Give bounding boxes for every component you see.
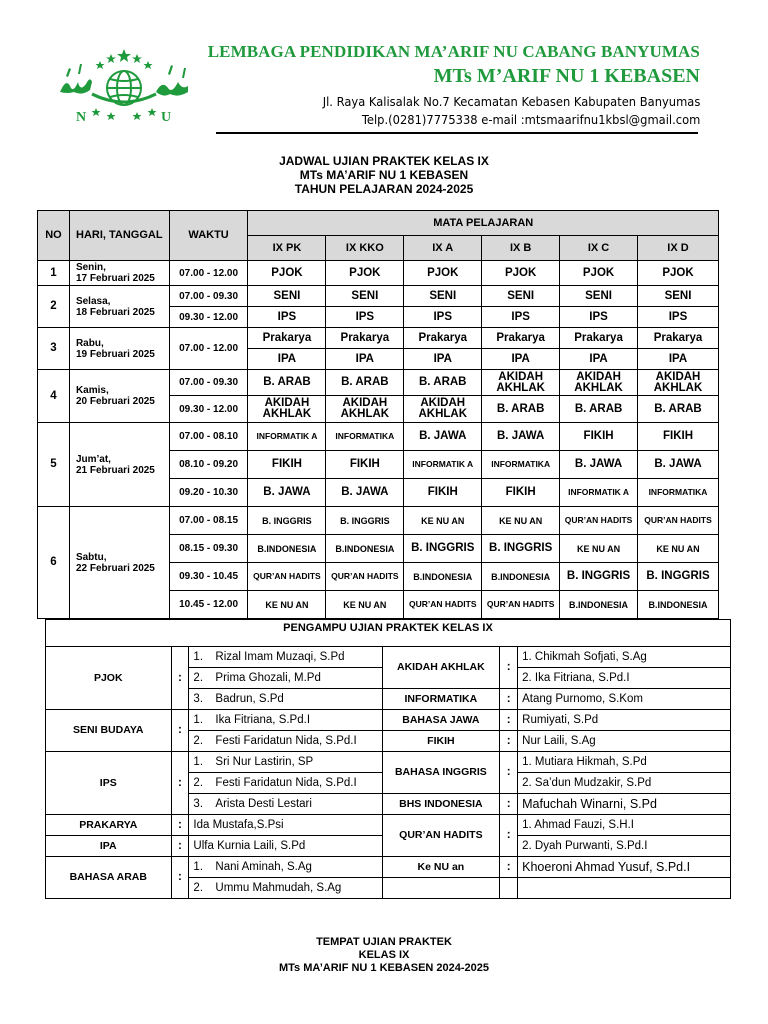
- teacher-name: 1. Sri Nur Lastirin, SP: [189, 752, 382, 773]
- subject-cell: IPS: [248, 307, 326, 328]
- subject-cell: B.INDONESIA: [404, 563, 482, 591]
- time-cell: 07.00 - 12.00: [169, 261, 248, 286]
- subject-cell: SENI: [560, 286, 638, 307]
- letterhead-divider: [216, 132, 698, 134]
- subject-cell: IPA: [638, 349, 719, 370]
- teacher-name: Khoeroni Ahmad Yusuf, S.Pd.I: [518, 857, 731, 878]
- subject-cell: PJOK: [326, 261, 404, 286]
- subject-cell: PJOK: [404, 261, 482, 286]
- table-row: [38, 261, 719, 286]
- subject-cell: B. ARAB: [638, 396, 719, 423]
- day-date: 19 Februari 2025: [75, 348, 155, 360]
- subject-label: BAHASA ARAB: [46, 857, 172, 899]
- day-name: Rabu,: [75, 337, 104, 349]
- day-date: 20 Februari 2025: [75, 396, 155, 407]
- subject-cell: B. ARAB: [404, 370, 482, 396]
- subject-cell: B. INGGRIS: [248, 507, 326, 535]
- subject-cell: B. ARAB: [326, 370, 404, 396]
- day-number: 3: [38, 328, 70, 370]
- teachers-table: [45, 619, 731, 899]
- teacher-name: 1. Rizal Imam Muzaqi, S.Pd: [189, 647, 382, 668]
- title-line-3: TAHUN PELAJARAN 2024-2025: [294, 182, 474, 196]
- header-class: IX PK: [248, 236, 326, 261]
- empty-cell: [518, 878, 731, 899]
- subject-cell: INFORMATIK A: [248, 423, 326, 451]
- day-date: 18 Februari 2025: [75, 306, 155, 318]
- time-cell: 09.20 - 10.30: [169, 479, 248, 507]
- subject-cell: QUR’AN HADITS: [326, 563, 404, 591]
- title-line-2: MTs MA’ARIF NU 1 KEBASEN: [299, 168, 469, 182]
- teacher-name: 3. Arista Desti Lestari: [189, 794, 382, 815]
- subject-cell: INFORMATIKA: [326, 423, 404, 451]
- footer-title: [0, 936, 768, 975]
- subject-cell: B.INDONESIA: [638, 591, 719, 619]
- subject-cell: FIKIH: [482, 479, 560, 507]
- subject-cell: B.INDONESIA: [560, 591, 638, 619]
- subject-cell: PJOK: [560, 261, 638, 286]
- subject-cell: IPS: [404, 307, 482, 328]
- subject-cell: B. JAWA: [638, 451, 719, 479]
- colon: :: [500, 752, 518, 794]
- empty-cell: [382, 878, 500, 899]
- time-cell: 07.00 - 09.30: [169, 370, 248, 396]
- header-class: IX KKO: [326, 236, 404, 261]
- subject-cell: IPA: [248, 349, 326, 370]
- teacher-name: 2. Ika Fitriana, S.Pd.I: [518, 668, 731, 689]
- schedule-table: [37, 210, 719, 619]
- document-title: [0, 154, 768, 196]
- teacher-name: 1. Mutiara Hikmah, S.Pd: [518, 752, 731, 773]
- subject-cell: B. INGGRIS: [326, 507, 404, 535]
- day-cell: [69, 286, 169, 328]
- subject-cell: KE NU AN: [638, 535, 719, 563]
- subject-label: INFORMATIKA: [382, 689, 500, 710]
- table-row: [38, 507, 719, 535]
- subject-cell: IPA: [560, 349, 638, 370]
- header-subjects: MATA PELAJARAN: [248, 211, 719, 236]
- day-number: 2: [38, 286, 70, 328]
- subject-cell: KE NU AN: [248, 591, 326, 619]
- letterhead: [0, 0, 768, 140]
- subject-cell: Prakarya: [248, 328, 326, 349]
- subject-cell: SENI: [326, 286, 404, 307]
- time-cell: 09.30 - 10.45: [169, 563, 248, 591]
- day-cell: [69, 261, 169, 286]
- header-class: IX A: [404, 236, 482, 261]
- subject-cell: IPS: [638, 307, 719, 328]
- subject-cell: AKIDAH AKHLAK: [560, 370, 638, 396]
- table-row: [38, 423, 719, 451]
- time-cell: 09.30 - 12.00: [169, 396, 248, 423]
- colon: :: [500, 710, 518, 731]
- subject-cell: B. ARAB: [560, 396, 638, 423]
- colon: :: [171, 857, 189, 899]
- logo-letter-u: U: [161, 110, 172, 124]
- teacher-name: 2. Sa’dun Mudzakir, S.Pd: [518, 773, 731, 794]
- institution-name: LEMBAGA PENDIDIKAN MA’ARIF NU CABANG BANYUMAS: [207, 42, 700, 61]
- subject-cell: IPA: [482, 349, 560, 370]
- subject-cell: KE NU AN: [482, 507, 560, 535]
- teacher-name: Mafuchah Winarni, S.Pd: [518, 794, 731, 815]
- school-contact: Telp.(0281)7775338 e-mail :mtsmaarifnu1kbsl@gmail.com: [361, 112, 700, 127]
- subject-cell: INFORMATIKA: [638, 479, 719, 507]
- subject-cell: Prakarya: [482, 328, 560, 349]
- header-class: IX C: [560, 236, 638, 261]
- subject-label: BHS INDONESIA: [382, 794, 500, 815]
- colon: :: [171, 647, 189, 710]
- day-cell: [69, 328, 169, 370]
- footer-line-1: TEMPAT UJIAN PRAKTEK: [316, 936, 452, 948]
- subject-cell: KE NU AN: [326, 591, 404, 619]
- teacher-name: Ulfa Kurnia Laili, S.Pd: [189, 836, 382, 857]
- subject-label: QUR’AN HADITS: [382, 815, 500, 857]
- subject-cell: B. ARAB: [482, 396, 560, 423]
- subject-label: BAHASA JAWA: [382, 710, 500, 731]
- subject-cell: IPA: [404, 349, 482, 370]
- subject-cell: INFORMATIKA: [482, 451, 560, 479]
- colon: :: [171, 710, 189, 752]
- subject-cell: QUR’AN HADITS: [404, 591, 482, 619]
- teacher-name: 1. Nani Aminah, S.Ag: [189, 857, 382, 878]
- header-no: NO: [38, 211, 70, 261]
- colon: :: [500, 794, 518, 815]
- subject-cell: QUR’AN HADITS: [482, 591, 560, 619]
- footer-line-2: KELAS IX: [358, 949, 410, 961]
- subject-cell: B. INGGRIS: [404, 535, 482, 563]
- day-name: Senin,: [75, 262, 106, 273]
- day-date: 22 Februari 2025: [75, 562, 155, 574]
- subject-cell: IPS: [482, 307, 560, 328]
- subject-cell: AKIDAH AKHLAK: [248, 396, 326, 423]
- subject-cell: B. JAWA: [482, 423, 560, 451]
- empty-cell: [500, 878, 518, 899]
- time-cell: 10.45 - 12.00: [169, 591, 248, 619]
- subject-cell: B.INDONESIA: [482, 563, 560, 591]
- subject-cell: B. JAWA: [326, 479, 404, 507]
- subject-cell: FIKIH: [560, 423, 638, 451]
- time-cell: 09.30 - 12.00: [169, 307, 248, 328]
- colon: :: [171, 752, 189, 815]
- time-cell: 08.15 - 09.30: [169, 535, 248, 563]
- subject-label: FIKIH: [382, 731, 500, 752]
- subject-label: SENI BUDAYA: [46, 710, 172, 752]
- footer-line-3: MTs MA’ARIF NU 1 KEBASEN 2024-2025: [278, 962, 490, 974]
- teacher-name: Rumiyati, S.Pd: [518, 710, 731, 731]
- subject-label: PJOK: [46, 647, 172, 710]
- subject-cell: IPS: [326, 307, 404, 328]
- colon: :: [500, 689, 518, 710]
- day-cell: [69, 507, 169, 619]
- logo-letter-n: N: [76, 110, 87, 124]
- subject-cell: Prakarya: [326, 328, 404, 349]
- subject-cell: QUR’AN HADITS: [560, 507, 638, 535]
- day-name: Sabtu,: [75, 551, 107, 563]
- subject-cell: Prakarya: [404, 328, 482, 349]
- subject-cell: AKIDAH AKHLAK: [326, 396, 404, 423]
- subject-cell: PJOK: [482, 261, 560, 286]
- subject-cell: INFORMATIK A: [560, 479, 638, 507]
- time-cell: 07.00 - 08.10: [169, 423, 248, 451]
- subject-cell: QUR’AN HADITS: [638, 507, 719, 535]
- day-number: 4: [38, 370, 70, 423]
- subject-cell: B.INDONESIA: [248, 535, 326, 563]
- subject-cell: FIKIH: [248, 451, 326, 479]
- subject-cell: KE NU AN: [404, 507, 482, 535]
- day-date: 21 Februari 2025: [75, 464, 155, 476]
- subject-cell: FIKIH: [404, 479, 482, 507]
- subject-cell: B. JAWA: [560, 451, 638, 479]
- colon: :: [171, 815, 189, 836]
- subject-cell: SENI: [248, 286, 326, 307]
- subject-cell: IPS: [560, 307, 638, 328]
- subject-cell: B. INGGRIS: [638, 563, 719, 591]
- subject-label: Ke NU an: [382, 857, 500, 878]
- subject-cell: B. JAWA: [248, 479, 326, 507]
- header-day: HARI, TANGGAL: [69, 211, 169, 261]
- subject-cell: IPA: [326, 349, 404, 370]
- subject-cell: AKIDAH AKHLAK: [638, 370, 719, 396]
- time-cell: 07.00 - 08.15: [169, 507, 248, 535]
- subject-cell: SENI: [638, 286, 719, 307]
- day-number: 1: [38, 261, 70, 286]
- colon: :: [500, 815, 518, 857]
- subject-label: IPS: [46, 752, 172, 815]
- subject-label: BAHASA INGGRIS: [382, 752, 500, 794]
- subject-label: PRAKARYA: [46, 815, 172, 836]
- header-time: WAKTU: [169, 211, 248, 261]
- subject-cell: Prakarya: [560, 328, 638, 349]
- teacher-name: 2. Prima Ghozali, M.Pd: [189, 668, 382, 689]
- title-line-1: JADWAL UJIAN PRAKTEK KELAS IX: [279, 154, 489, 168]
- subject-cell: FIKIH: [638, 423, 719, 451]
- time-cell: 08.10 - 09.20: [169, 451, 248, 479]
- teacher-name: 2. Festi Faridatun Nida, S.Pd.I: [189, 731, 382, 752]
- day-name: Jum’at,: [75, 453, 111, 465]
- subject-cell: INFORMATIK A: [404, 451, 482, 479]
- teacher-name: 1. Chikmah Sofjati, S.Ag: [518, 647, 731, 668]
- subject-cell: B. INGGRIS: [560, 563, 638, 591]
- school-address: Jl. Raya Kalisalak No.7 Kecamatan Kebasen Kabupaten Banyumas: [322, 94, 700, 109]
- subject-cell: SENI: [404, 286, 482, 307]
- subject-cell: AKIDAH AKHLAK: [404, 396, 482, 423]
- table-row: [38, 370, 719, 396]
- table-row: [38, 286, 719, 307]
- subject-cell: PJOK: [638, 261, 719, 286]
- colon: :: [500, 647, 518, 689]
- header-class: IX B: [482, 236, 560, 261]
- header-class: IX D: [638, 236, 719, 261]
- colon: :: [500, 857, 518, 878]
- nu-logo: [56, 48, 192, 124]
- subject-cell: PJOK: [248, 261, 326, 286]
- subject-cell: KE NU AN: [560, 535, 638, 563]
- subject-label: AKIDAH AKHLAK: [382, 647, 500, 689]
- colon: :: [171, 836, 189, 857]
- teacher-name: Ida Mustafa,S.Psi: [189, 815, 382, 836]
- subject-cell: B.INDONESIA: [326, 535, 404, 563]
- subject-cell: SENI: [482, 286, 560, 307]
- subject-cell: FIKIH: [326, 451, 404, 479]
- day-number: 5: [38, 423, 70, 507]
- day-date: 17 Februari 2025: [75, 273, 155, 284]
- teacher-name: 1. Ahmad Fauzi, S.H.I: [518, 815, 731, 836]
- subject-cell: Prakarya: [638, 328, 719, 349]
- teacher-name: Atang Purnomo, S.Kom: [518, 689, 731, 710]
- teacher-name: Nur Laili, S.Ag: [518, 731, 731, 752]
- table-row: [38, 328, 719, 349]
- day-name: Selasa,: [75, 295, 111, 307]
- subject-cell: QUR’AN HADITS: [248, 563, 326, 591]
- subject-cell: B. INGGRIS: [482, 535, 560, 563]
- subject-cell: B. ARAB: [248, 370, 326, 396]
- school-name: MTs M’ARIF NU 1 KEBASEN: [433, 65, 700, 87]
- subject-cell: AKIDAH AKHLAK: [482, 370, 560, 396]
- subject-label: IPA: [46, 836, 172, 857]
- day-name: Kamis,: [75, 385, 109, 396]
- day-number: 6: [38, 507, 70, 619]
- time-cell: 07.00 - 09.30: [169, 286, 248, 307]
- teacher-name: 3. Badrun, S.Pd: [189, 689, 382, 710]
- day-cell: [69, 423, 169, 507]
- colon: :: [500, 731, 518, 752]
- teacher-name: 2. Ummu Mahmudah, S.Ag: [189, 878, 382, 899]
- teacher-name: 2. Festi Faridatun Nida, S.Pd.I: [189, 773, 382, 794]
- teacher-name: 1. Ika Fitriana, S.Pd.I: [189, 710, 382, 731]
- subject-cell: B. JAWA: [404, 423, 482, 451]
- teachers-title: PENGAMPU UJIAN PRAKTEK KELAS IX: [46, 620, 731, 647]
- day-cell: [69, 370, 169, 423]
- time-cell: 07.00 - 12.00: [169, 328, 248, 370]
- teacher-name: 2. Dyah Purwanti, S.Pd.I: [518, 836, 731, 857]
